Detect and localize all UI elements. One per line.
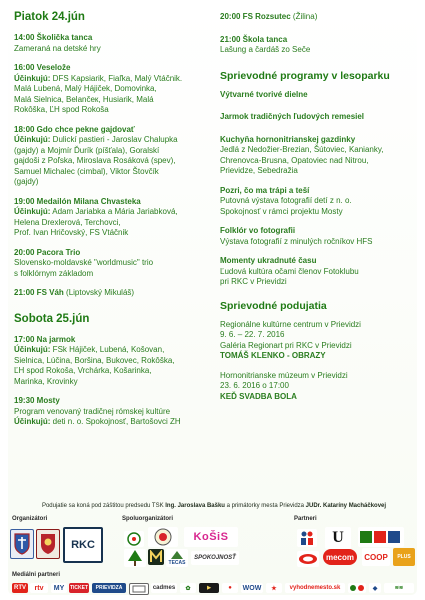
event-jarmok — [14, 335, 219, 388]
event-place: (Liptovský Mikuláš) — [63, 288, 135, 297]
program-head: Pozri, čo ma trápi a teší — [220, 185, 310, 195]
coop-logo: COOP — [362, 548, 390, 566]
event-body: s folklórnym základom — [14, 268, 94, 278]
kosis-logo: KoŠiS — [184, 527, 238, 547]
plus-logo: PLUS — [393, 548, 415, 566]
program-item — [220, 90, 420, 101]
small-media-logo: ◆ — [369, 583, 381, 593]
event-body: Slovensko-moldavské "worldmusic" trio — [14, 258, 154, 267]
podujatie-body: 23. 6. 2016 o 17:00 — [220, 381, 289, 390]
event-title: 14:00 Školička tanca — [14, 33, 93, 42]
event-body: gajdoši z Poľska, Miroslava Rosáková (spev), — [14, 156, 176, 165]
prievidza-media-logo: PRIEVIDZA — [92, 583, 126, 593]
my-logo: MY — [51, 583, 67, 593]
program-item — [220, 186, 420, 218]
program-body: Prievidze, Sebedražia — [220, 166, 298, 175]
ticket-logo: TICKET — [69, 585, 89, 591]
media-partners-label: Mediálni partneri — [12, 572, 61, 578]
program-item — [220, 226, 420, 247]
podujatie-headline: TOMÁŠ KLENKO - OBRAZY — [220, 351, 326, 360]
event-title: 20:00 FS Rozsutec — [220, 12, 291, 21]
program-body: Jedlá z Nedožier-Brezian, Šútoviec, Kanianky, — [220, 145, 384, 154]
performers-text: DFS Kapsiarik, Fiaľka, Malý Vtáčnik. — [50, 73, 183, 83]
program-head: Jarmok tradičných ľudových remesiel — [220, 112, 365, 121]
event-fs-vah — [14, 288, 219, 299]
event-body: Malá Sielnica, Belančeк, Husiarik, Malá — [14, 94, 154, 104]
seal-logo — [148, 527, 178, 547]
event-body: Samuel Michalec (cimbal), Viktor Štovčík — [14, 166, 159, 176]
co-organizers-label: Spoluorganizátori — [122, 516, 173, 522]
event-skola-tanca — [220, 35, 420, 56]
rtv-logo: rtv — [30, 583, 48, 593]
u-logo: U — [325, 527, 351, 549]
event-mosty — [14, 396, 219, 428]
program-body: Ľudová kultúra očami členov Fotoklubu — [220, 266, 359, 276]
event-body: Prof. Ivan Hričovský, FS Vtáčnik — [14, 228, 129, 237]
event-title: 21:00 Škola tanca — [220, 34, 288, 44]
program-head: Folklór vo fotografii — [220, 226, 296, 235]
last-media-logo: ≋≋ — [384, 583, 414, 593]
square-media-logo — [129, 583, 149, 595]
event-body: Sielnica, Lúčina, Boršina, Bukovec, Rokôška, — [14, 355, 175, 365]
dark-media-logo: ▶ — [199, 583, 219, 593]
performers-label: Účinkujú: — [14, 207, 51, 216]
day-title-saturday: Sobota 25.jún — [14, 312, 90, 325]
tsk-crest-logo — [10, 529, 34, 559]
right-column — [220, 12, 420, 411]
podujatie-headline: KEĎ SVADBA BOLA — [220, 391, 297, 401]
tree-logo — [124, 549, 146, 567]
leaf-media-logo: ✿ — [180, 583, 196, 593]
performers-label: Účinkujú: — [14, 345, 51, 354]
event-body: Malá Lubená, Malý Hájiček, Domovinka, — [14, 84, 157, 93]
event-title: 19:00 Medailón Milana Chvasteka — [14, 196, 141, 206]
prievidza-crest-logo — [36, 529, 60, 559]
section-title-podujatia: Sprievodné podujatia — [220, 299, 327, 312]
performers-text: Dulickí pastieri - Jaroslav Chalupka — [50, 135, 178, 144]
podujatie-body: 9. 6. – 22. 7. 2016 — [220, 330, 285, 339]
program-body: Výstava fotografií z minulých ročníkov HFS — [220, 236, 373, 246]
star-media-logo: ★ — [266, 583, 282, 593]
podujatie-body: Hornonitrianske múzeum v Prievidzi — [220, 370, 348, 380]
program-body: Putovná výstava fotografií detí z n. o. — [220, 196, 352, 205]
red-media-logo: ● — [222, 583, 238, 593]
event-title: 19:30 Mosty — [14, 396, 60, 405]
event-body: Rokôška, ĽH spod Rokoša — [14, 105, 109, 114]
folk-ornament-logo — [124, 531, 144, 547]
patron-name-2: JUDr. Kataríny Macháčkovej — [305, 503, 387, 509]
event-body: Lašung a čardáš zo Seče — [220, 45, 311, 54]
rkc-logo: RKC — [63, 527, 103, 563]
program-body: Spokojnosť v rámci projektu Mosty — [220, 206, 343, 216]
event-body: Marinka, Krovinky — [14, 376, 78, 386]
fbp-logo — [358, 527, 404, 547]
patron-name-1: Ing. Jaroslava Bašku — [165, 503, 225, 509]
spokojnost-logo: SPOKOJNOSŤ — [191, 551, 239, 565]
organizers-label: Organizátori — [12, 516, 48, 522]
program-head: Výtvarné tvorivé dielne — [220, 89, 308, 99]
event-body: ĽH spod Rokoša, Vrchárka, Košarinka, — [14, 366, 152, 375]
wow-logo: WOW — [242, 584, 262, 592]
partners-label: Partneri — [294, 516, 317, 522]
performers-label: Účinkujú: — [14, 73, 51, 83]
event-title: 21:00 FS Váh — [14, 288, 64, 297]
program-head: Momenty ukradnuté času — [220, 256, 317, 265]
event-body: Helena Drexlerová, Terchovci, — [14, 217, 121, 227]
vyhodne-mesto-logo: vyhodnemesto.sk — [285, 583, 345, 593]
performers-text: deti n. o. Spokojnosť, Bartošovci ZH — [50, 417, 181, 426]
event-title: 16:00 Veselože — [14, 63, 71, 72]
event-body: Program venovaný tradičnej rómskej kultúre — [14, 406, 171, 416]
event-title: 17:00 Na jarmok — [14, 334, 76, 344]
m-logo — [148, 549, 164, 565]
event-pacora — [14, 248, 219, 280]
program-body: pri RKC v Prievidzi — [220, 277, 287, 286]
day-title-friday: Piatok 24.jún — [14, 11, 85, 23]
event-veseloze — [14, 63, 219, 116]
event-medailon — [14, 197, 219, 239]
event-body: Zameraná na detské hry — [14, 43, 101, 53]
event-place: (Žilina) — [290, 12, 318, 21]
tecas-logo: TECAS — [166, 549, 188, 567]
event-title: 18:00 Gdo chce pekne gajdovať — [14, 124, 135, 134]
section-title-programs: Sprievodné programy v lesoparku — [220, 69, 390, 82]
program-head: Kuchyňa hornonitrianskej gazdinky — [220, 134, 356, 144]
partner-figures-logo — [297, 529, 317, 547]
patronage-line: Podujatie sa koná pod záštitou predsedu TSK Ing. Jaroslava Bašku a primátorky mesta Prievidza JUDr. Kataríny Macháčkovej — [41, 503, 387, 509]
podujatie-item — [220, 371, 420, 403]
mecom-logo: mecom — [323, 549, 357, 565]
performers-label: Účinkujú: — [14, 417, 51, 426]
performers-label: Účinkujú: — [14, 135, 51, 144]
cadmes-logo: cadmes — [152, 585, 176, 591]
program-item — [220, 112, 420, 123]
podujatie-item — [220, 320, 420, 362]
program-item — [220, 256, 420, 288]
event-body: (gajdy) — [14, 177, 39, 186]
media-logo: RTV — [14, 585, 26, 591]
left-column — [14, 11, 219, 437]
podujatie-body: Galéria Regionart pri RKC v Prievidzi — [220, 340, 352, 350]
program-body: Chrenovca-Brusna, Opatoviec nad Nitrou, — [220, 155, 369, 165]
event-body: (gajdy) a Mojmír Ďurík (píšťala), Goralskí — [14, 145, 160, 155]
event-title: 20:00 Pacora Trio — [14, 247, 81, 257]
tatra-logo — [297, 551, 319, 567]
poster — [8, 5, 417, 595]
green-media-logo — [348, 583, 366, 593]
performers-text: FSk Hájiček, Lubená, Košovan, — [50, 345, 165, 354]
program-item — [220, 135, 420, 177]
event-gajdovat — [14, 125, 219, 188]
podujatie-body: Regionálne kultúrne centrum v Prievidzi — [220, 319, 361, 329]
event-rozsutec — [220, 12, 420, 23]
performers-text: Adam Jariabka a Mária Jariabková, — [50, 207, 178, 216]
event-skolicka — [14, 33, 219, 54]
